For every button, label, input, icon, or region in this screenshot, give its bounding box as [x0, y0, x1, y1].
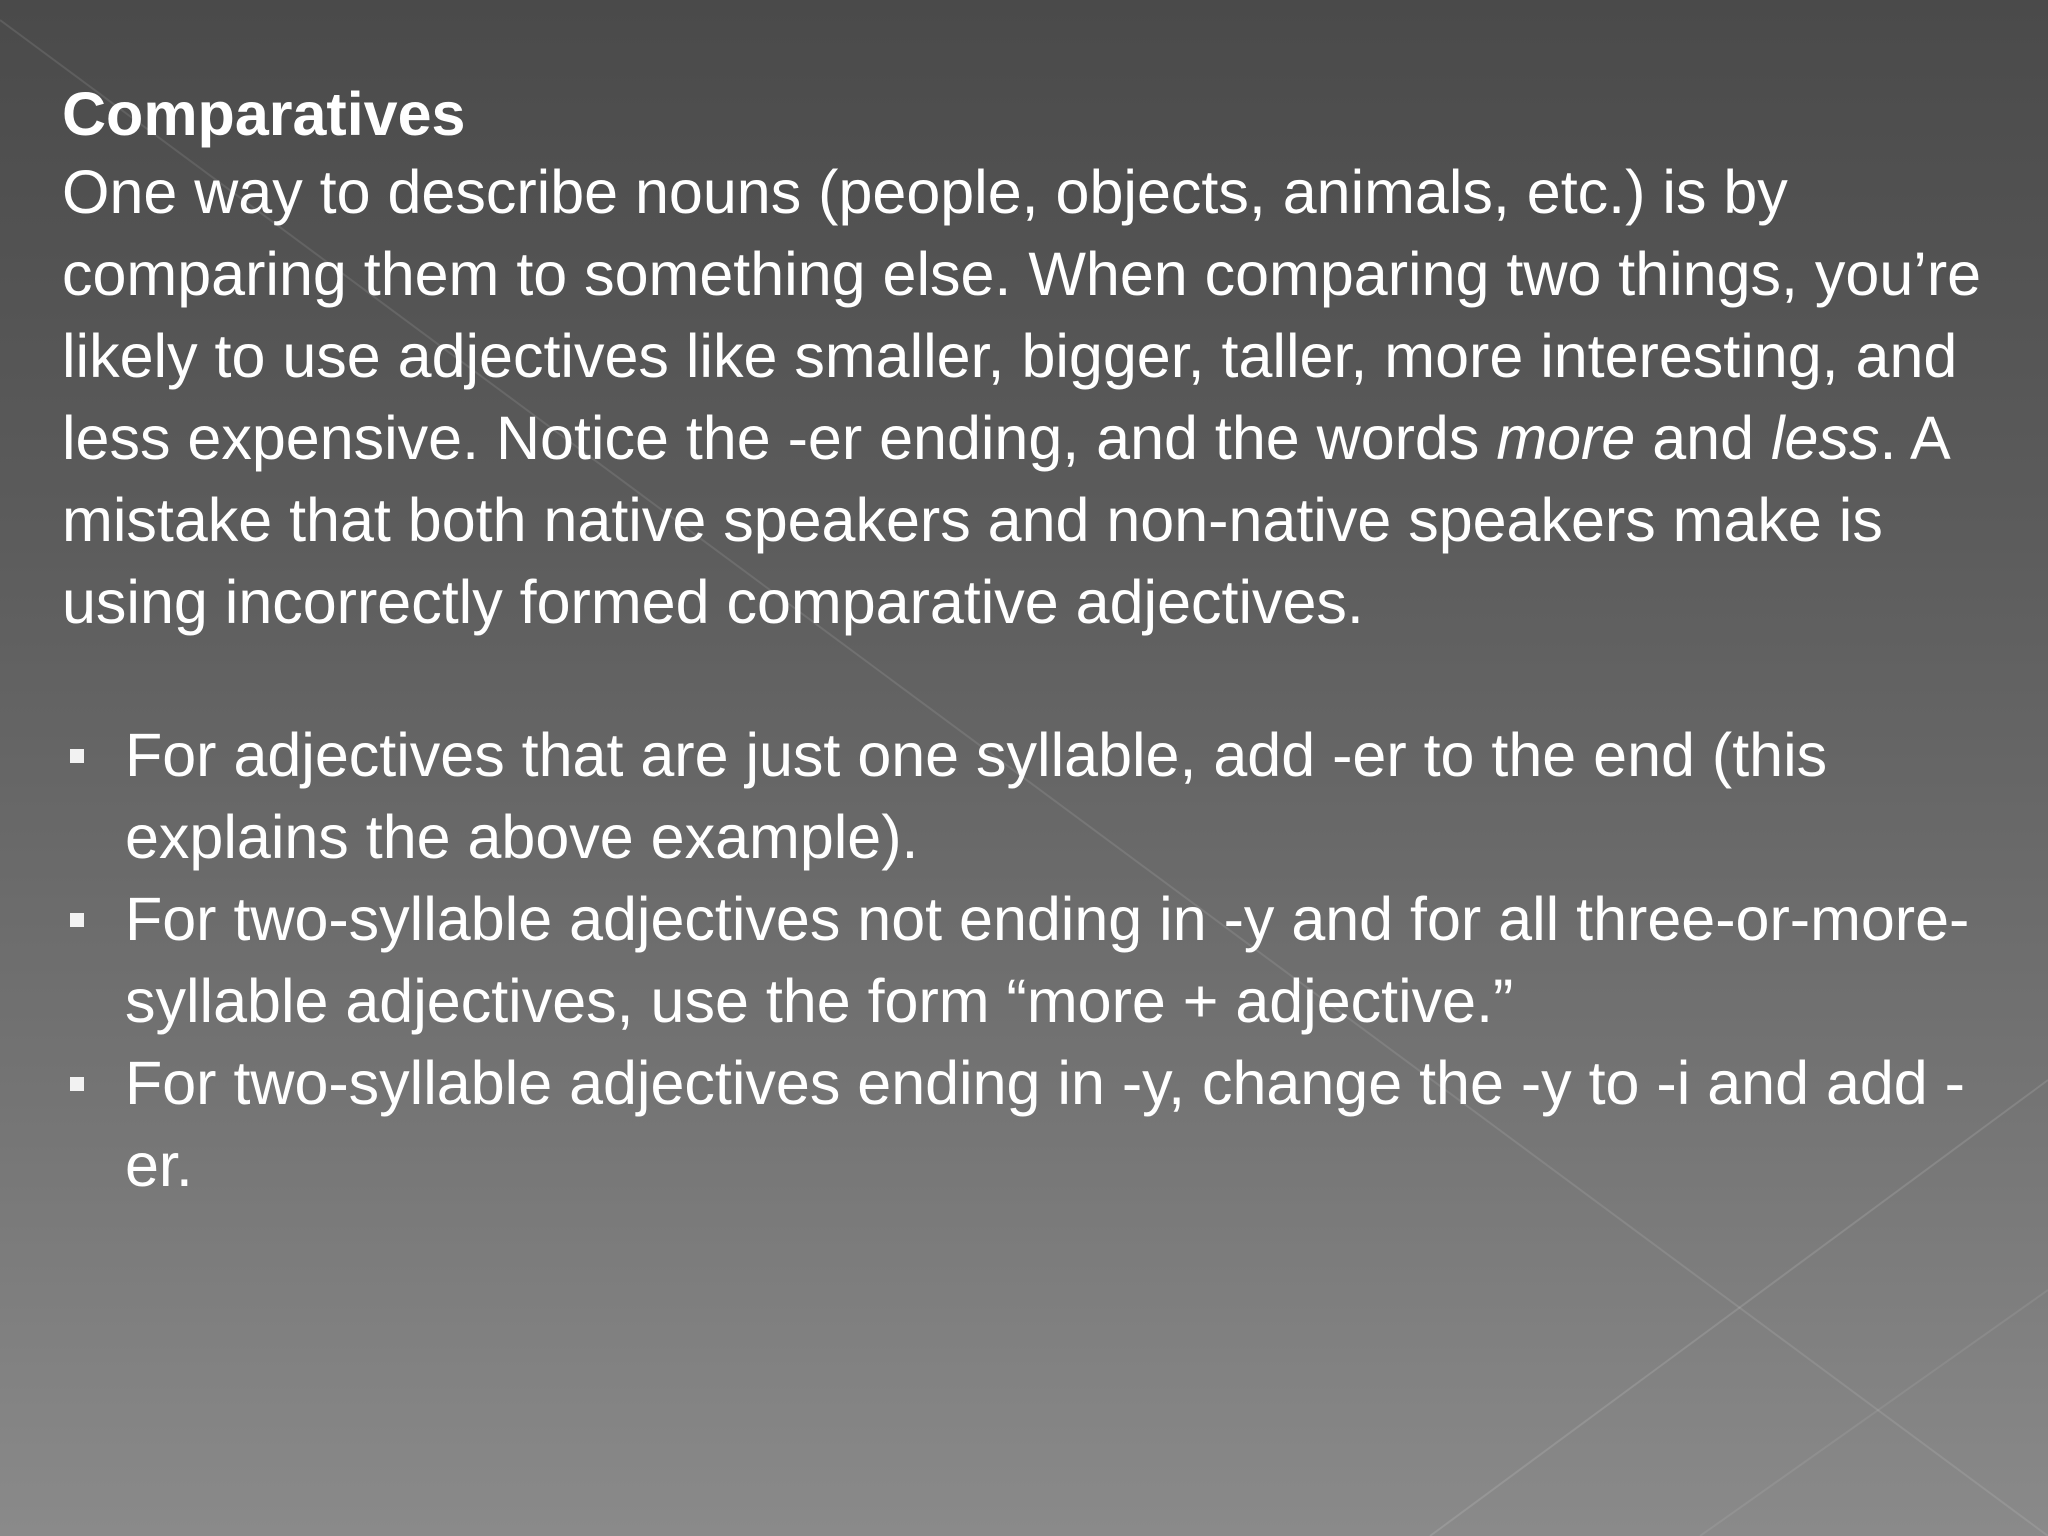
square-bullet-icon	[70, 913, 84, 927]
square-bullet-icon	[70, 1077, 84, 1091]
intro-text-part-1: One way to describe nouns (people, objects, animals, etc.) is by comparing them to something else. When comparing two things, you’re likely to use adjectives like smaller, bigger, taller, more interesting, and less expensive. Notice the -er ending, and the words	[62, 158, 1982, 472]
intro-paragraph	[62, 151, 1992, 643]
bullet-item	[62, 714, 1992, 878]
intro-emphasis-less: less	[1770, 404, 1880, 472]
intro-text-part-2: and	[1635, 404, 1771, 472]
bullet-item	[62, 1042, 1992, 1206]
bullet-list	[62, 714, 1992, 1206]
square-bullet-icon	[70, 749, 84, 763]
bullet-text: For two-syllable adjectives not ending in -y and for all three-or-more-syllable adjectives, use the form “more + adjective.”	[125, 885, 1970, 1035]
slide-title: Comparatives	[62, 80, 466, 148]
slide-content	[62, 78, 1992, 1206]
bullet-text: For two-syllable adjectives ending in -y, change the -y to -i and add -er.	[125, 1049, 1965, 1199]
bullet-item	[62, 878, 1992, 1042]
intro-text-part-3: . A mistake that both native speakers and non-native speakers make is using incorrectly formed comparative adjectives.	[62, 404, 1948, 636]
intro-emphasis-more: more	[1496, 404, 1636, 472]
bullet-text: For adjectives that are just one syllable, add -er to the end (this explains the above example).	[125, 721, 1828, 871]
